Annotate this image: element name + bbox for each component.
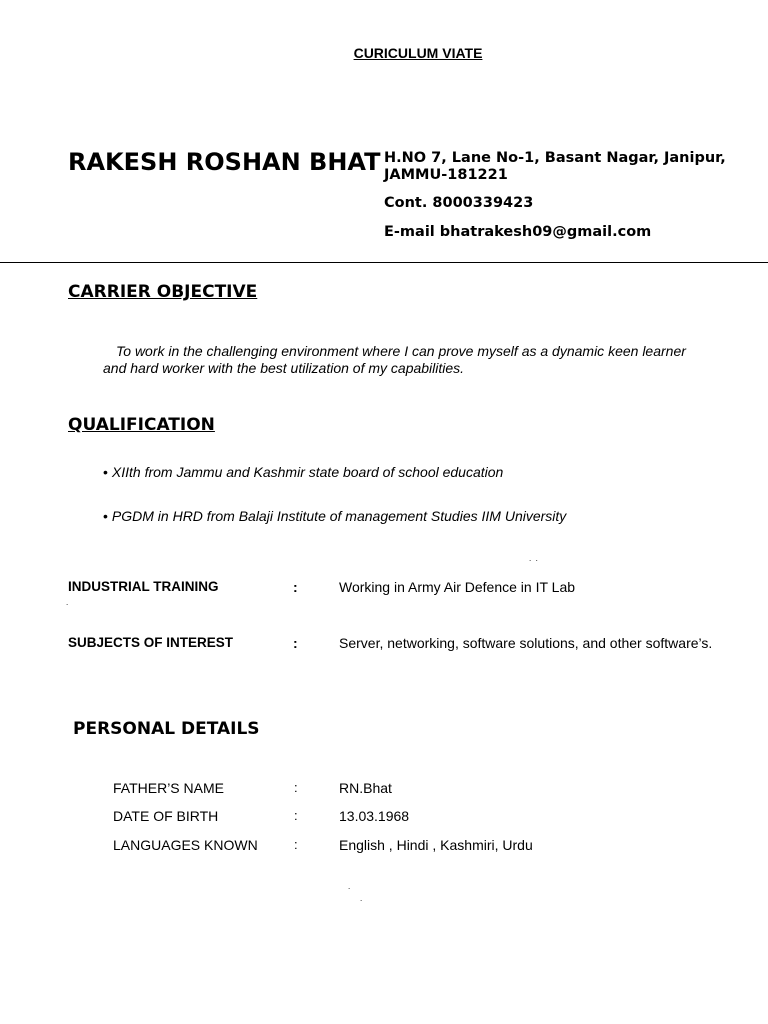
objective-heading: CARRIER OBJECTIVE — [68, 282, 258, 302]
languages-known-label: LANGUAGES KNOWN — [113, 837, 258, 853]
fathers-name-label: FATHER’S NAME — [113, 780, 224, 796]
industrial-training-label: INDUSTRIAL TRAINING — [68, 579, 219, 594]
personal-details-heading: PERSONAL DETAILS — [73, 719, 260, 739]
stray-mark: . . — [529, 554, 538, 563]
candidate-name: RAKESH ROSHAN BHAT — [68, 148, 381, 176]
objective-body: To work in the challenging environment where I can prove myself as a dynamic keen learner and hard worker with the best utilization of my capabilities. — [103, 343, 686, 376]
date-of-birth-value: 13.03.1968 — [339, 808, 410, 824]
subjects-of-interest-colon: : — [293, 635, 298, 651]
fathers-name-value: RN.Bhat — [339, 780, 392, 796]
document-title: CURICULUM VIATE — [353, 45, 483, 61]
stray-mark: . — [348, 882, 351, 891]
bullet-icon: • — [103, 508, 108, 524]
address-line-2: JAMMU-181221 — [384, 167, 508, 183]
qualification-item — [103, 508, 566, 524]
qualification-heading: QUALIFICATION — [68, 415, 215, 435]
fathers-name-colon: : — [294, 780, 298, 795]
subjects-of-interest-value: Server, networking, software solutions, and other software’s. — [339, 635, 713, 651]
subjects-of-interest-label: SUBJECTS OF INTEREST — [68, 635, 234, 650]
bullet-icon: • — [103, 464, 108, 480]
address-line-1: H.NO 7, Lane No-1, Basant Nagar, Janipur, — [384, 150, 726, 166]
qualification-item — [103, 464, 503, 480]
header-divider — [0, 262, 768, 263]
industrial-training-value: Working in Army Air Defence in IT Lab — [339, 579, 576, 595]
objective-text — [103, 343, 703, 376]
qualification-item-text: PGDM in HRD from Balaji Institute of management Studies IIM University — [111, 508, 567, 524]
languages-known-colon: : — [294, 837, 298, 852]
phone-number: Cont. 8000339423 — [384, 195, 534, 211]
stray-mark: . — [66, 598, 69, 607]
languages-known-value: English , Hindi , Kashmiri, Urdu — [339, 837, 533, 853]
qualification-item-text: XIIth from Jammu and Kashmir state board of school education — [111, 464, 504, 480]
stray-mark: . — [360, 894, 363, 903]
date-of-birth-label: DATE OF BIRTH — [113, 808, 219, 824]
email-address: E-mail bhatrakesh09@gmail.com — [384, 224, 652, 240]
industrial-training-colon: : — [293, 579, 298, 595]
date-of-birth-colon: : — [294, 808, 298, 823]
